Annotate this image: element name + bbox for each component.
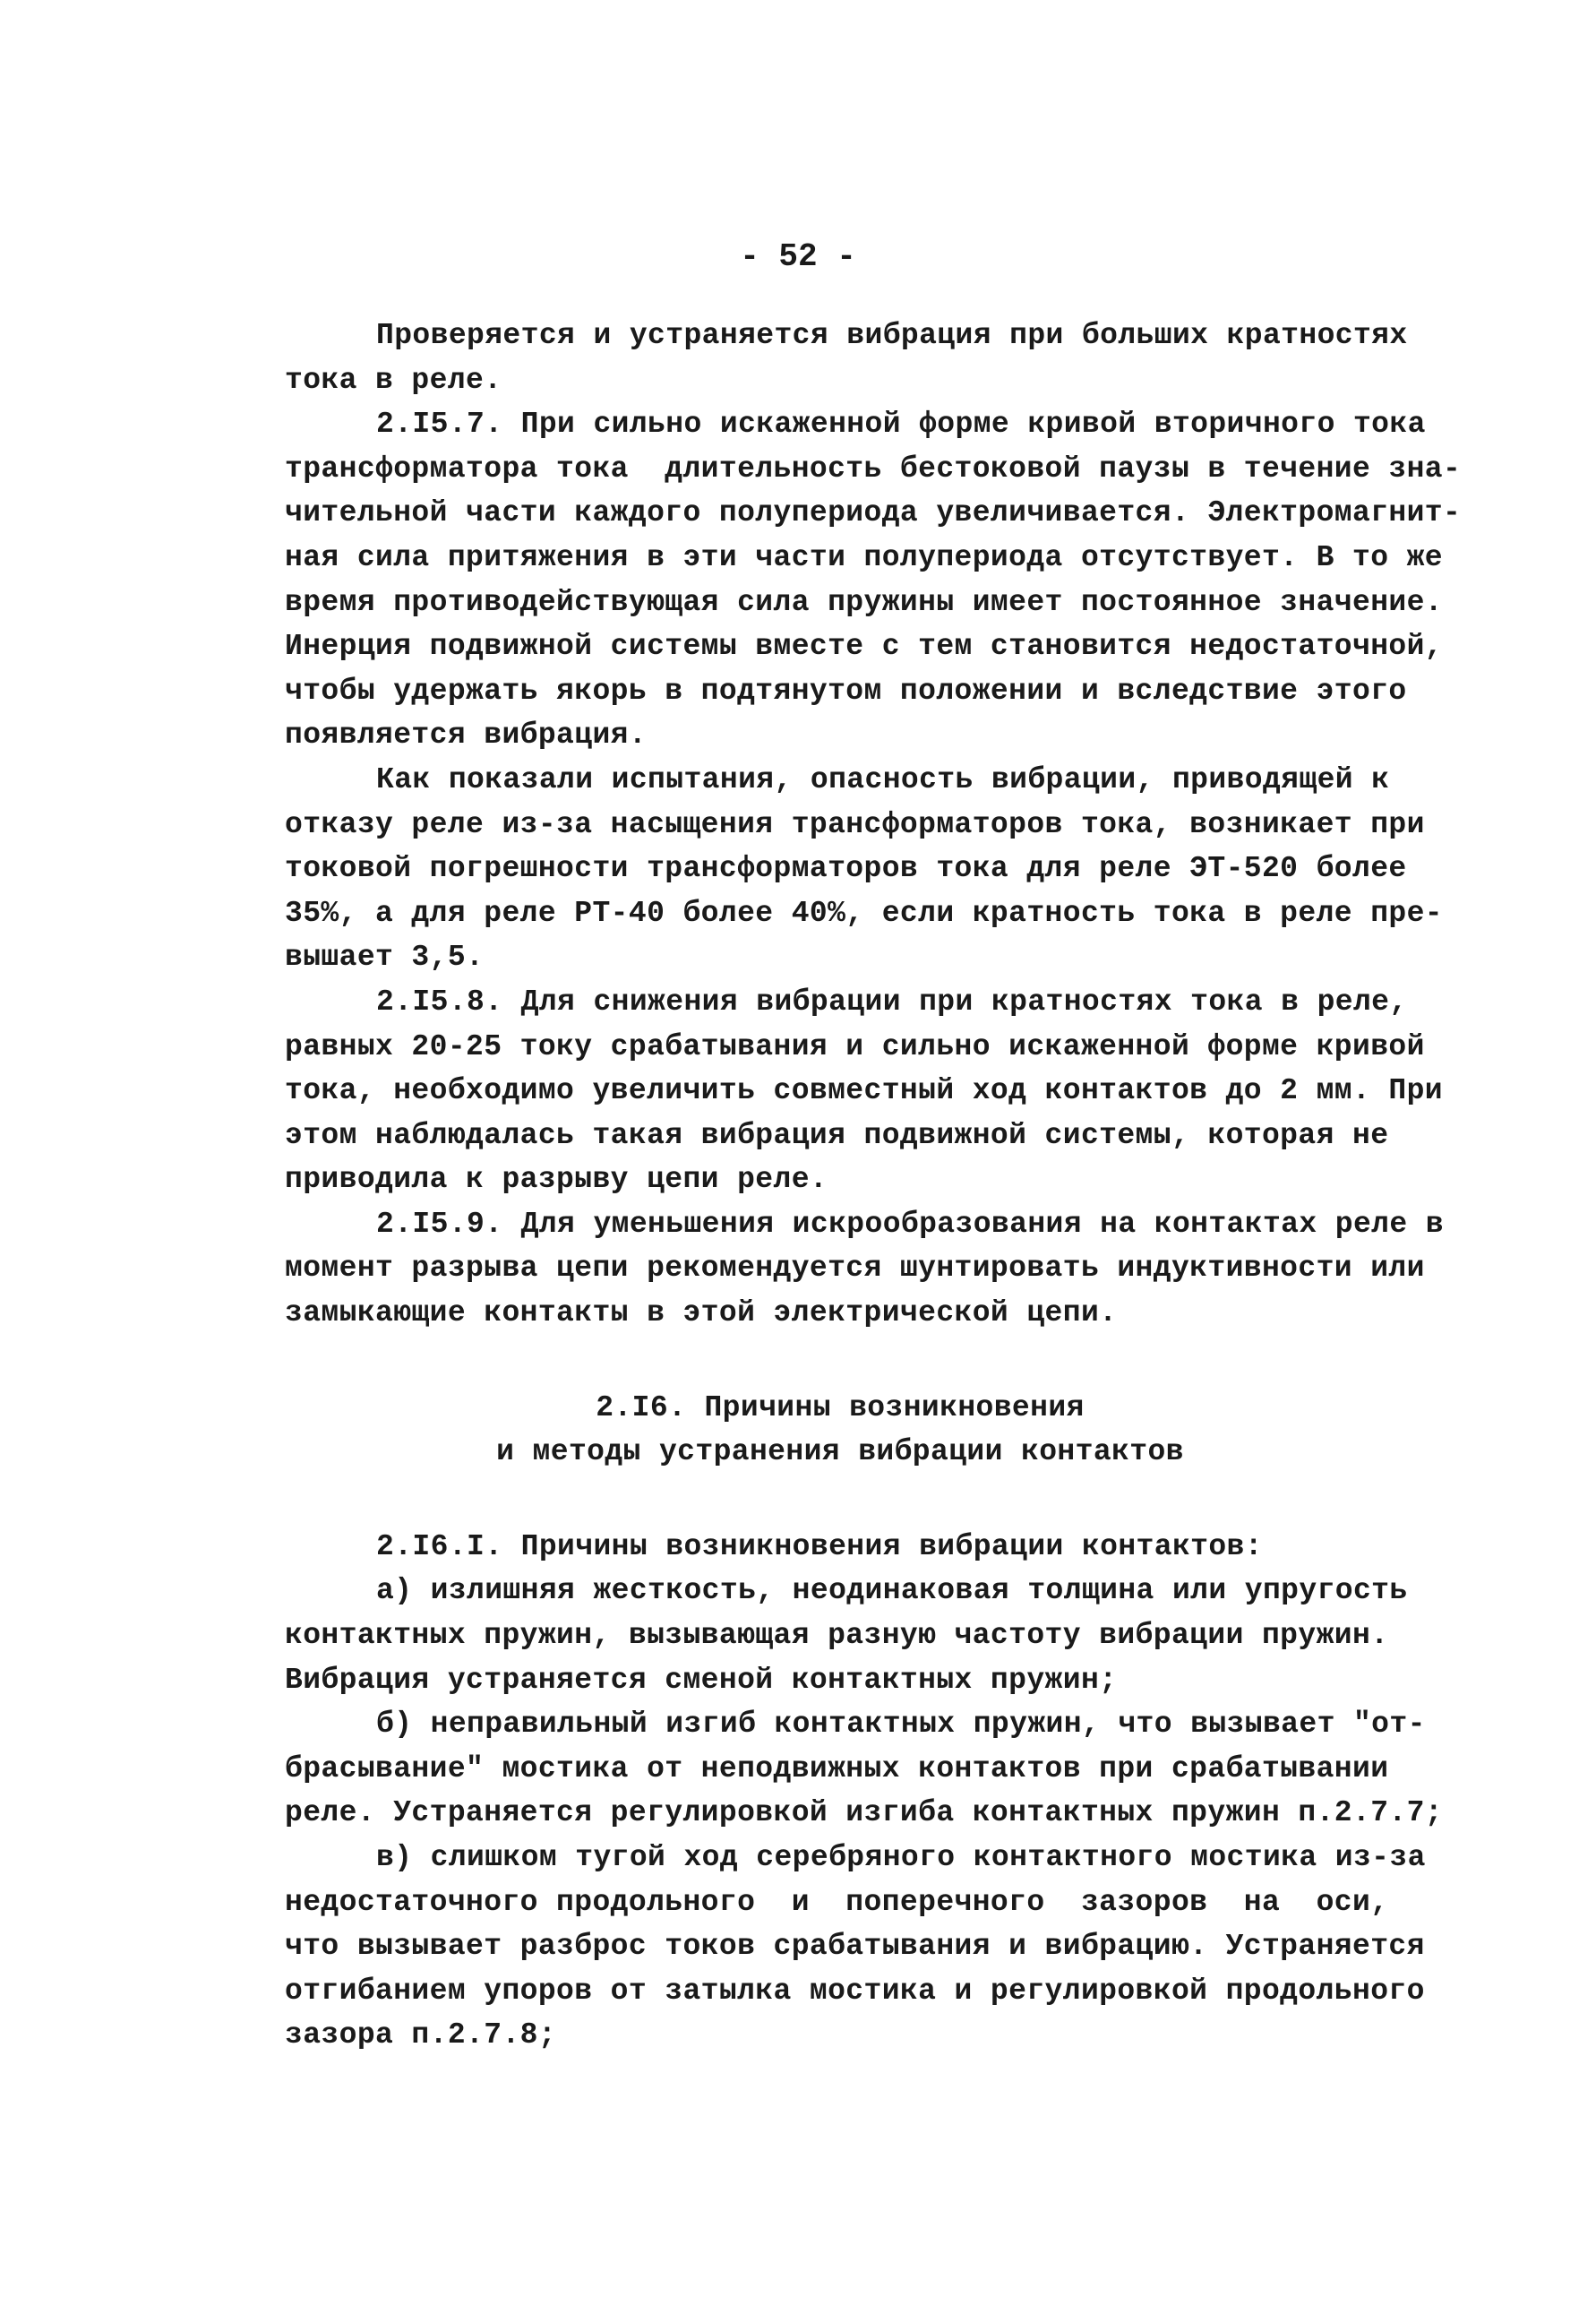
text-line: 2.I5.9. Для уменьшения искрообразования на контактах реле в	[376, 1207, 1444, 1241]
text-line: 35%, а для реле РТ-40 более 40%, если кратность тока в реле пре-	[285, 896, 1444, 930]
paragraphs-after-heading	[285, 1525, 1467, 2058]
text-line: брасывание" мостика от неподвижных контактов при срабатывании	[285, 1751, 1389, 1785]
text-line: чтобы удержать якорь в подтянутом положении и вследствие этого	[285, 674, 1407, 708]
text-line: чительной части каждого полупериода увеличивается. Электромагнит-	[285, 496, 1462, 530]
paragraph	[285, 758, 1467, 980]
paragraph	[285, 314, 1467, 402]
text-line: 2.I5.7. При сильно искаженной форме кривой вторичного тока	[376, 408, 1426, 442]
text-line: ная сила притяжения в эти части полупериода отсутствует. В то же	[285, 540, 1444, 574]
page-number: - 52 -	[740, 238, 856, 275]
spacer	[285, 1475, 1467, 1525]
text-line: что вызывает разброс токов срабатывания и вибрацию. Устраняется	[285, 1930, 1425, 1964]
paragraph	[285, 402, 1467, 758]
text-line: момент разрыва цепи рекомендуется шунтировать индуктивности или	[285, 1252, 1425, 1286]
paragraph	[285, 1525, 1467, 1570]
text-line: в) слишком тугой ход серебряного контактного мостика из-за	[376, 1841, 1426, 1874]
text-line: Как показали испытания, опасность вибрации, приводящей к	[376, 762, 1390, 796]
body-text	[285, 314, 1467, 2058]
text-line: вышает 3,5.	[285, 941, 485, 975]
text-line: реле. Устраняется регулировкой изгиба контактных пружин п.2.7.7;	[285, 1796, 1444, 1830]
text-line: приводила к разрыву цепи реле.	[285, 1163, 828, 1197]
paragraphs-before-heading	[285, 314, 1467, 1336]
paragraph	[285, 1202, 1467, 1336]
text-line: контактных пружин, вызывающая разную частоту вибрации пружин.	[285, 1619, 1389, 1653]
text-line: Вибрация устраняется сменой контактных пружин;	[285, 1663, 1118, 1697]
text-line: появляется вибрация.	[285, 718, 648, 753]
paragraph	[285, 1569, 1467, 1702]
text-line: Инерция подвижной системы вместе с тем становится недостаточной,	[285, 630, 1444, 664]
text-line: зазора п.2.7.8;	[285, 2018, 557, 2052]
section-heading-line-2: и методы устранения вибрации контактов	[496, 1435, 1184, 1469]
text-line: время противодействующая сила пружины имеет постоянное значение.	[285, 585, 1444, 619]
section-heading-line-1: 2.I6. Причины возникновения	[596, 1390, 1085, 1424]
text-line: недостаточного продольного и поперечного зазоров на оси,	[285, 1885, 1389, 1919]
text-line: тока, необходимо увеличить совместный ход контактов до 2 мм. При	[285, 1074, 1444, 1108]
paragraph	[285, 980, 1467, 1202]
text-line: равных 20-25 току срабатывания и сильно искаженной форме кривой	[285, 1029, 1425, 1063]
text-line: тока в реле.	[285, 363, 502, 397]
paragraph	[285, 1836, 1467, 2058]
text-line: 2.I6.I. Причины возникновения вибрации контактов:	[376, 1529, 1263, 1563]
paragraph	[285, 1702, 1467, 1836]
text-line: Проверяется и устраняется вибрация при больших кратностях	[376, 319, 1408, 352]
text-line: отгибанием упоров от затылка мостика и регулировкой продольного	[285, 1974, 1425, 2008]
text-line: замыкающие контакты в этой электрической цепи.	[285, 1296, 1118, 1330]
spacer	[285, 1336, 1467, 1386]
text-line: 2.I5.8. Для снижения вибрации при кратностях тока в реле,	[376, 985, 1408, 1019]
text-line: токовой погрешности трансформаторов тока для реле ЭТ-520 более	[285, 852, 1407, 886]
text-line: а) излишняя жесткость, неодинаковая толщина или упругость	[376, 1574, 1408, 1608]
text-line: трансформатора тока длительность бестоковой паузы в течение зна-	[285, 452, 1462, 486]
text-line: отказу реле из-за насыщения трансформаторов тока, возникает при	[285, 807, 1425, 841]
text-line: этом наблюдалась такая вибрация подвижной системы, которая не	[285, 1118, 1389, 1152]
text-line: б) неправильный изгиб контактных пружин, что вызывает "от-	[376, 1708, 1426, 1742]
